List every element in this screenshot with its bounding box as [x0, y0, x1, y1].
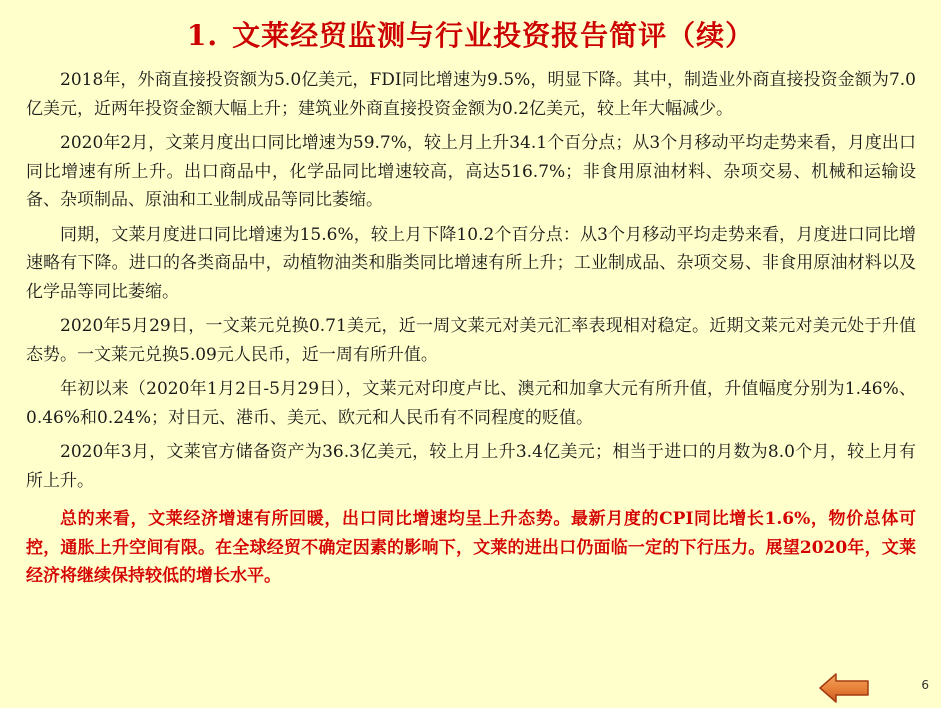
- summary-paragraph: 总的来看，文莱经济增速有所回暖，出口同比增速均呈上升态势。最新月度的CPI同比增长1.6%，物价总体可控，通胀上升空间有限。在全球经贸不确定因素的影响下，文莱的进出口仍面临一定的下行压力。展望2020年，文莱经济将继续保持较低的增长水平。: [26, 509, 916, 586]
- title-number: 1.: [186, 19, 219, 52]
- page-number: 6: [921, 678, 929, 692]
- paragraph-imports: 同期，文莱月度进口同比增速为15.6%，较上月下降10.2个百分点：从3个月移动平均走势来看，月度进口同比增速略有下降。进口的各类商品中，动植物油类和脂类同比增速有所上升；工业制成品、杂项交易、非食用原油材料以及化学品等同比萎缩。: [26, 224, 916, 302]
- title-text: 文莱经贸监测与行业投资报告简评（续）: [232, 19, 755, 52]
- report-body: [26, 66, 916, 597]
- left-arrow-icon: [818, 672, 870, 704]
- back-button[interactable]: [818, 672, 870, 704]
- paragraph-reserves: 2020年3月，文莱官方储备资产为36.3亿美元，较上月上升3.4亿美元；相当于进口的月数为8.0个月，较上月有所上升。: [26, 442, 916, 491]
- page-title: [0, 14, 941, 54]
- paragraph-fdi: 2018年，外商直接投资额为5.0亿美元，FDI同比增速为9.5%，明显下降。其中，制造业外商直接投资金额为7.0亿美元，近两年投资金额大幅上升；建筑业外商直接投资金额为0.2亿美元，较上年大幅减少。: [26, 70, 916, 119]
- paragraph-exchange-rate: 2020年5月29日，一文莱元兑换0.71美元，近一周文莱元对美元汇率表现相对稳定。近期文莱元对美元处于升值态势。一文莱元兑换5.09元人民币，近一周有所升值。: [26, 316, 916, 365]
- paragraph-exports: 2020年2月，文莱月度出口同比增速为59.7%，较上月上升34.1个百分点；从3个月移动平均走势来看，月度出口同比增速有所上升。出口商品中，化学品同比增速较高，高达516.7%；非食用原油材料、杂项交易、机械和运输设备、杂项制品、原油和工业制成品等同比萎缩。: [26, 133, 916, 210]
- paragraph-currency-ytd: 年初以来（2020年1月2日-5月29日），文莱元对印度卢比、澳元和加拿大元有所升值，升值幅度分别为1.46%、0.46%和0.24%；对日元、港币、美元、欧元和人民币有不同程度的贬值。: [26, 379, 916, 428]
